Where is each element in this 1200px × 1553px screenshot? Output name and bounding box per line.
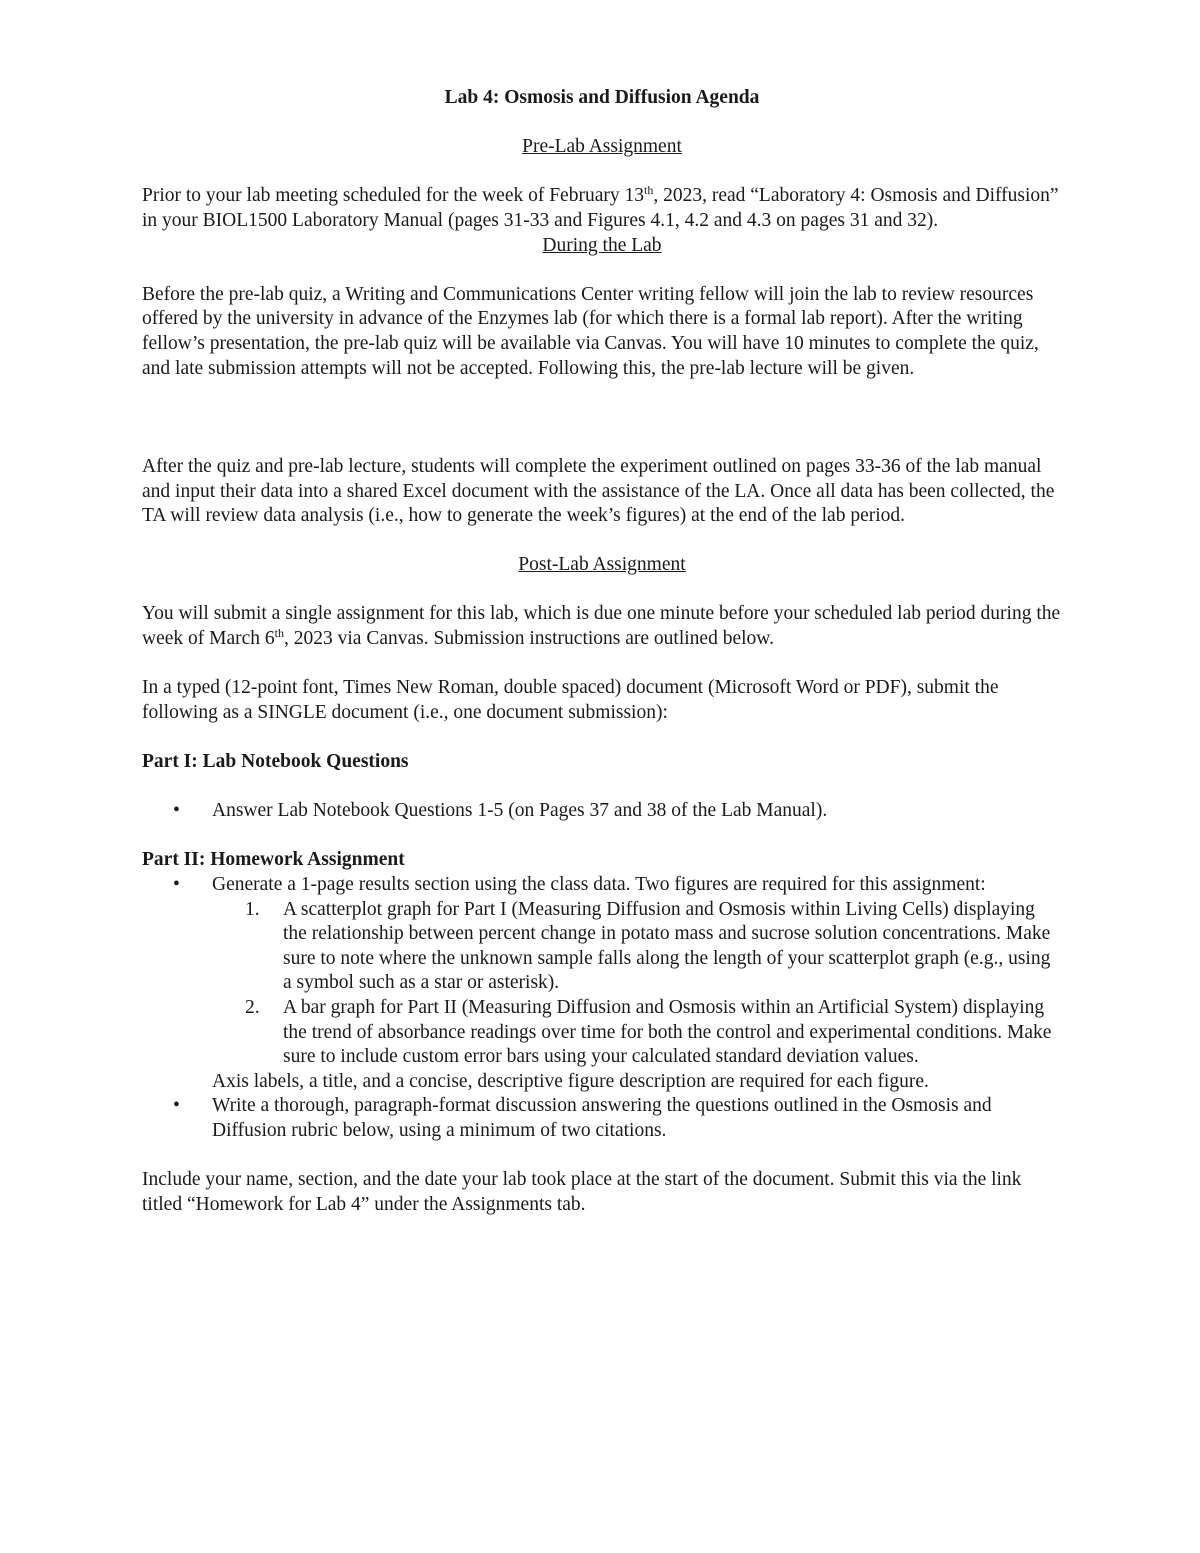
- postlab-heading: [142, 553, 1062, 578]
- part2-bullet-item-1: [142, 873, 1062, 1094]
- prelab-text-b: , 2023, read “Laboratory 4: Osmosis and Diffusion” in your BIOL1500 Laboratory Manual (pages 31-33 and Figures 4.1, 4.2 and 4.3 on pages 31 and 32).: [142, 185, 1059, 231]
- prelab-text-a: Prior to your lab meeting scheduled for the week of February 13: [142, 185, 644, 207]
- during-heading-text: During the Lab: [542, 234, 662, 256]
- document-page: [142, 86, 1062, 1217]
- postlab-superscript: th: [274, 626, 284, 641]
- during-heading: [142, 234, 1062, 259]
- part1-bullet-item: [142, 799, 1062, 824]
- bullet-icon: •: [173, 800, 180, 822]
- bullet-icon: •: [173, 874, 180, 896]
- list-number: 1.: [245, 898, 260, 920]
- prelab-paragraph: [142, 184, 1062, 233]
- postlab-paragraph-1: [142, 602, 1062, 651]
- bullet-icon: •: [173, 1095, 180, 1117]
- figure-requirement-item-1: [212, 898, 1062, 996]
- part1-bullet-text: Answer Lab Notebook Questions 1-5 (on Pages 37 and 38 of the Lab Manual).: [212, 800, 828, 822]
- part1-heading: Part I: Lab Notebook Questions: [142, 751, 409, 773]
- figure-requirements-list: [212, 898, 1062, 1070]
- postlab-text-a: You will submit a single assignment for this lab, which is due one minute before your scheduled lab period during the week of March 6: [142, 603, 1061, 650]
- closing-paragraph: Include your name, section, and the date your lab took place at the start of the document. Submit this via the link titled “Homework for Lab 4” under the Assignments tab.: [142, 1169, 1022, 1215]
- figure-requirements-note: Axis labels, a title, and a concise, descriptive figure description are required for each figure.: [212, 1070, 929, 1092]
- postlab-text-b: , 2023 via Canvas. Submission instructions are outlined below.: [284, 628, 774, 650]
- figure-requirement-item-2: [212, 996, 1062, 1070]
- figure-requirement-text-2: A bar graph for Part II (Measuring Diffusion and Osmosis within an Artificial System) displaying the trend of absorbance readings over time for both the control and experimental conditions. Make sure to include custom error bars using your calculated standard deviation values.: [283, 996, 1052, 1068]
- postlab-paragraph-2: In a typed (12-point font, Times New Roman, double spaced) document (Microsoft Word or PDF), submit the following as a SINGLE document (i.e., one document submission):: [142, 677, 999, 723]
- figure-requirement-text-1: A scatterplot graph for Part I (Measuring Diffusion and Osmosis within Living Cells) displaying the relationship between percent change in potato mass and sucrose solution concentrations. Make sure to note where the unknown sample falls along the length of your scatterplot graph (e.g., using a symbol such as a star or asterisk).: [283, 898, 1051, 994]
- part2-heading: Part II: Homework Assignment: [142, 849, 405, 871]
- part1-bullet-list: [142, 799, 1062, 824]
- prelab-heading-text: Pre-Lab Assignment: [522, 136, 682, 158]
- list-number: 2.: [245, 996, 260, 1018]
- part2-bullet-item-2: [142, 1094, 1062, 1143]
- part2-bullet-list: [142, 873, 1062, 1144]
- during-paragraph-2: After the quiz and pre-lab lecture, students will complete the experiment outlined on pages 33-36 of the lab manual and input their data into a shared Excel document with the assistance of the LA. Once all data has been collected, the TA will review data analysis (i.e., how to generate the week’s figures) at the end of the lab period.: [142, 455, 1055, 527]
- prelab-heading: [142, 135, 1062, 160]
- prelab-superscript: th: [643, 183, 654, 198]
- part2-bullet-text-2: Write a thorough, paragraph-format discussion answering the questions outlined in the Osmosis and Diffusion rubric below, using a minimum of two citations.: [212, 1095, 992, 1141]
- postlab-heading-text: Post-Lab Assignment: [518, 554, 686, 576]
- part2-bullet-text-1: Generate a 1-page results section using the class data. Two figures are required for this assignment:: [212, 874, 986, 896]
- during-paragraph-1: Before the pre-lab quiz, a Writing and Communications Center writing fellow will join the lab to review resources offered by the university in advance of the Enzymes lab (for which there is a formal lab report). After the writing fellow’s presentation, the pre-lab quiz will be available via Canvas. You will have 10 minutes to complete the quiz, and late submission attempts will not be accepted. Following this, the pre-lab lecture will be given.: [142, 283, 1039, 379]
- document-title: Lab 4: Osmosis and Diffusion Agenda: [444, 87, 760, 108]
